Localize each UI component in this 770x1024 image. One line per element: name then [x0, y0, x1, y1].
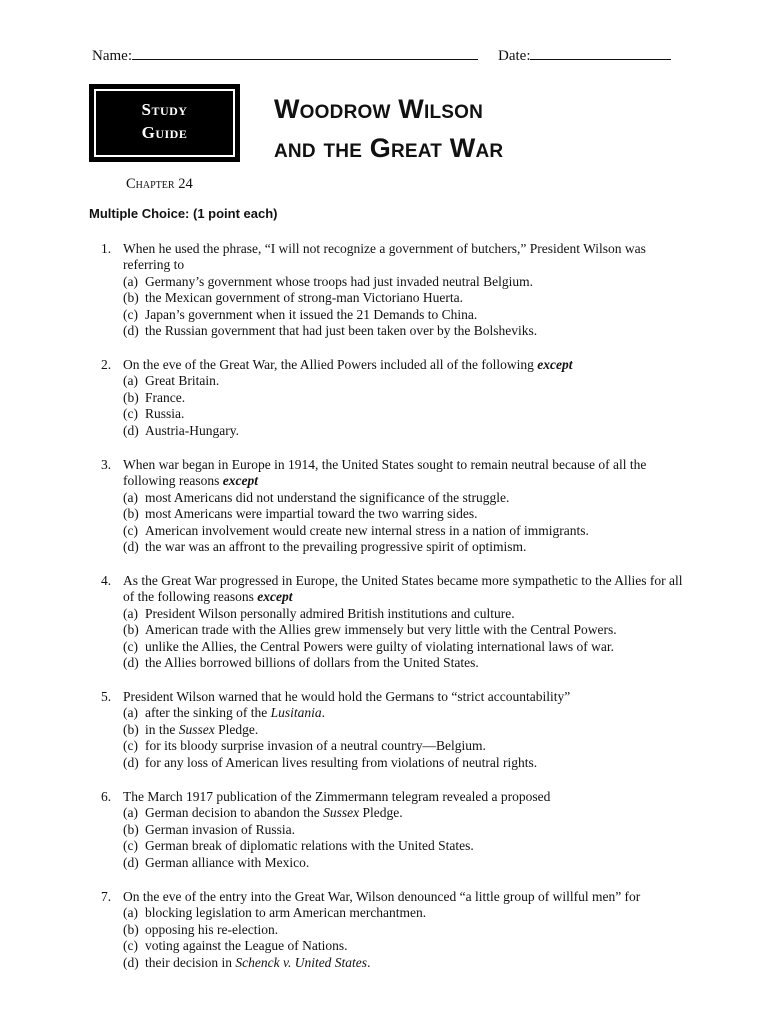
option-letter: (a)	[123, 805, 138, 821]
question-stem	[123, 573, 691, 606]
answer-option	[123, 705, 691, 721]
answer-option	[123, 290, 691, 306]
question-item	[101, 689, 691, 771]
option-letter: (a)	[123, 905, 138, 921]
option-italic-text: Sussex	[323, 805, 360, 821]
question-stem	[123, 689, 691, 705]
question-item	[101, 357, 691, 439]
option-text: German invasion of Russia.	[145, 821, 295, 837]
question-stem	[123, 789, 691, 805]
option-letter: (d)	[123, 422, 139, 438]
option-text: .	[367, 954, 371, 970]
question-stem-text: On the eve of the entry into the Great War, Wilson denounced “a little group of willful men” for	[123, 889, 641, 904]
option-text: voting against the League of Nations.	[145, 938, 348, 954]
option-text: the Russian government that had just been taken over by the Bolsheviks.	[145, 323, 538, 339]
option-text: American involvement would create new internal stress in a nation of immigrants.	[145, 522, 589, 538]
option-text: German break of diplomatic relations with the United States.	[145, 838, 474, 854]
option-text: opposing his re-election.	[145, 921, 279, 937]
answer-option	[123, 922, 691, 938]
answer-option	[123, 722, 691, 738]
emphasis-except: except	[537, 357, 573, 372]
option-text: most Americans were impartial toward the two warring sides.	[145, 506, 478, 522]
emphasis-except: except	[222, 473, 258, 489]
question-stem-text: On the eve of the Great War, the Allied Powers included all of the following	[123, 357, 534, 372]
answer-option	[123, 406, 691, 422]
question-stem	[123, 357, 691, 373]
date-field	[498, 47, 671, 65]
option-text: most Americans did not understand the significance of the struggle.	[145, 489, 510, 505]
option-text: Russia.	[145, 406, 185, 422]
option-text: the Mexican government of strong-man Victoriano Huerta.	[145, 290, 463, 306]
page-title-line-2: and the Great War	[274, 133, 504, 163]
option-letter: (b)	[123, 389, 139, 405]
option-text: blocking legislation to arm American merchantmen.	[145, 905, 427, 921]
question-number: 6.	[101, 789, 112, 804]
option-letter: (b)	[123, 506, 139, 522]
option-text: American trade with the Allies grew immensely but very little with the Central Powers.	[145, 622, 617, 638]
answer-option	[123, 938, 691, 954]
answer-option	[123, 622, 691, 638]
study-guide-badge	[89, 84, 240, 162]
question-stem	[123, 241, 691, 274]
option-text: their decision in	[145, 954, 236, 970]
question-stem-text: When he used the phrase, “I will not recognize a government of butchers,” President Wilson was referring to	[123, 241, 646, 273]
option-letter: (c)	[123, 306, 138, 322]
option-letter: (b)	[123, 821, 139, 837]
answer-option	[123, 755, 691, 771]
question-stem-text: President Wilson warned that he would hold the Germans to “strict accountability”	[123, 689, 571, 704]
option-letter: (b)	[123, 622, 139, 638]
question-item	[101, 789, 691, 871]
option-letter: (c)	[123, 838, 138, 854]
question-number: 3.	[101, 457, 112, 472]
option-text: Germany’s government whose troops had just invaded neutral Belgium.	[145, 273, 534, 289]
answer-option	[123, 523, 691, 539]
question-number: 5.	[101, 689, 112, 704]
option-letter: (c)	[123, 738, 138, 754]
option-letter: (d)	[123, 655, 139, 671]
option-text: Austria-Hungary.	[145, 422, 239, 438]
answer-option	[123, 838, 691, 854]
question-item	[101, 457, 691, 555]
option-letter: (a)	[123, 489, 138, 505]
answer-option	[123, 274, 691, 290]
emphasis-except: except	[257, 589, 293, 605]
option-text: the Allies borrowed billions of dollars from the United States.	[145, 655, 479, 671]
question-number: 7.	[101, 889, 112, 904]
badge-line-2: Guide	[141, 123, 188, 142]
section-heading: Multiple Choice: (1 point each)	[89, 206, 278, 221]
answer-option	[123, 423, 691, 439]
answer-option	[123, 738, 691, 754]
option-letter: (c)	[123, 522, 138, 538]
answer-option	[123, 822, 691, 838]
question-stem-text: The March 1917 publication of the Zimmermann telegram revealed a proposed	[123, 789, 551, 804]
question-number: 4.	[101, 573, 112, 588]
option-letter: (a)	[123, 273, 138, 289]
option-text: President Wilson personally admired British institutions and culture.	[145, 605, 515, 621]
option-text: for any loss of American lives resulting from violations of neutral rights.	[145, 754, 538, 770]
option-text: German decision to abandon the	[145, 805, 324, 821]
answer-option	[123, 905, 691, 921]
option-italic-text: Lusitania	[270, 705, 322, 721]
answer-option	[123, 655, 691, 671]
name-label: Name:	[92, 48, 132, 64]
option-text: the war was an affront to the prevailing progressive spirit of optimism.	[145, 539, 527, 555]
question-item	[101, 241, 691, 339]
question-stem	[123, 457, 691, 490]
answer-option	[123, 539, 691, 555]
question-item	[101, 573, 691, 671]
option-letter: (b)	[123, 921, 139, 937]
answer-option	[123, 805, 691, 821]
option-text: German alliance with Mexico.	[145, 854, 310, 870]
option-letter: (b)	[123, 721, 139, 737]
option-letter: (b)	[123, 290, 139, 306]
option-letter: (d)	[123, 854, 139, 870]
option-letter: (a)	[123, 373, 138, 389]
question-item	[101, 889, 691, 971]
question-number: 2.	[101, 357, 112, 372]
chapter-label: Chapter 24	[126, 176, 193, 192]
answer-option	[123, 955, 691, 971]
option-text: unlike the Allies, the Central Powers were guilty of violating international laws of war.	[145, 638, 615, 654]
question-stem-text: When war began in Europe in 1914, the United States sought to remain neutral because of all the following reasons	[123, 457, 647, 489]
option-italic-text: Schenck v. United States	[235, 954, 368, 970]
answer-option	[123, 855, 691, 871]
option-letter: (d)	[123, 954, 139, 970]
option-text: Pledge.	[214, 721, 259, 737]
badge-line-1: Study	[141, 100, 188, 119]
option-letter: (a)	[123, 605, 138, 621]
option-text: .	[321, 705, 325, 721]
option-letter: (a)	[123, 705, 138, 721]
question-stem-text: As the Great War progressed in Europe, the United States became more sympathetic to the Allies for all of the following reasons	[123, 573, 683, 605]
date-label: Date:	[498, 48, 531, 64]
option-text: after the sinking of the	[145, 705, 271, 721]
answer-option	[123, 390, 691, 406]
option-letter: (c)	[123, 638, 138, 654]
option-letter: (c)	[123, 938, 138, 954]
date-blank-line	[530, 47, 671, 60]
option-letter: (c)	[123, 406, 138, 422]
name-field	[92, 47, 478, 65]
option-letter: (d)	[123, 323, 139, 339]
option-text: France.	[145, 389, 186, 405]
question-stem	[123, 889, 691, 905]
answer-option	[123, 506, 691, 522]
option-letter: (d)	[123, 754, 139, 770]
question-number: 1.	[101, 241, 112, 256]
option-italic-text: Sussex	[178, 721, 215, 737]
page-title-line-1: Woodrow Wilson	[274, 94, 484, 124]
answer-option	[123, 307, 691, 323]
option-text: Pledge.	[359, 805, 403, 821]
option-text: in the	[145, 721, 179, 737]
option-text: Great Britain.	[145, 373, 220, 389]
answer-option	[123, 490, 691, 506]
answer-option	[123, 323, 691, 339]
answer-option	[123, 639, 691, 655]
answer-option	[123, 373, 691, 389]
answer-option	[123, 606, 691, 622]
name-blank-line	[132, 47, 478, 60]
option-text: for its bloody surprise invasion of a neutral country—Belgium.	[145, 738, 486, 754]
option-letter: (d)	[123, 539, 139, 555]
option-text: Japan’s government when it issued the 21 Demands to China.	[145, 306, 478, 322]
